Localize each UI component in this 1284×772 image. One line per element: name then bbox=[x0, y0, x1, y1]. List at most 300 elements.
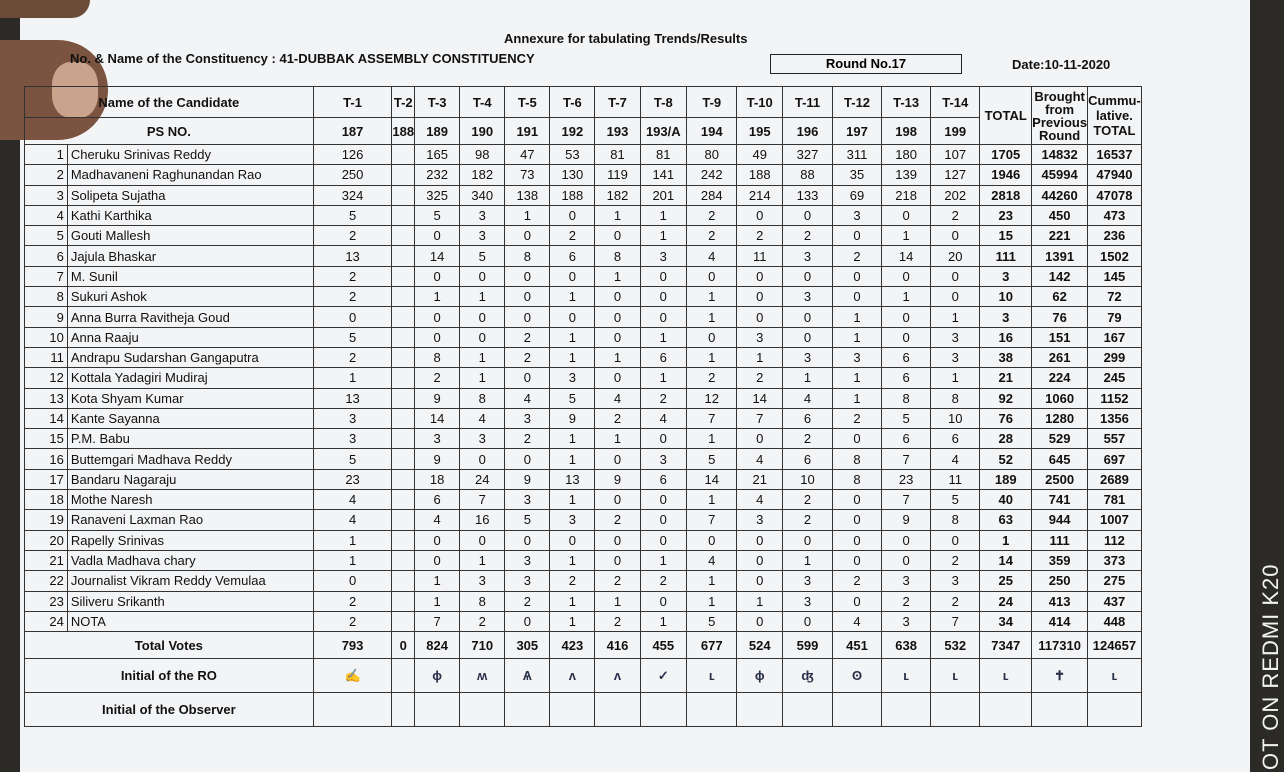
vote-cell: 4 bbox=[737, 449, 783, 469]
vote-cell: 3 bbox=[783, 571, 833, 591]
vote-cell: 1 bbox=[687, 571, 737, 591]
vote-cell: 1 bbox=[460, 368, 505, 388]
total-votes-cell: 793 bbox=[313, 632, 392, 659]
row-total: 10 bbox=[980, 287, 1032, 307]
vote-cell: 2 bbox=[595, 408, 640, 428]
vote-cell: 13 bbox=[313, 246, 392, 266]
vote-cell: 1 bbox=[687, 490, 737, 510]
vote-cell: 1 bbox=[313, 530, 392, 550]
vote-cell: 0 bbox=[737, 287, 783, 307]
vote-cell: 3 bbox=[931, 571, 980, 591]
vote-cell: 0 bbox=[832, 266, 881, 286]
vote-cell: 0 bbox=[832, 226, 881, 246]
vote-cell: 2 bbox=[313, 266, 392, 286]
ps-number-cell: 189 bbox=[415, 118, 460, 145]
observer-initial-cell bbox=[640, 693, 687, 727]
vote-cell: 81 bbox=[595, 145, 640, 165]
row-cumulative: 79 bbox=[1088, 307, 1142, 327]
vote-cell: 3 bbox=[783, 287, 833, 307]
row-brought-forward: 1060 bbox=[1032, 388, 1088, 408]
candidate-name: NOTA bbox=[67, 611, 313, 631]
vote-cell: 1 bbox=[460, 550, 505, 570]
total-votes-cell: 524 bbox=[737, 632, 783, 659]
vote-cell: 1 bbox=[460, 287, 505, 307]
vote-cell: 3 bbox=[640, 449, 687, 469]
vote-cell: 0 bbox=[550, 307, 595, 327]
vote-cell: 0 bbox=[595, 449, 640, 469]
ps-number-cell: 197 bbox=[832, 118, 881, 145]
row-total: 52 bbox=[980, 449, 1032, 469]
vote-cell: 2 bbox=[783, 490, 833, 510]
vote-cell: 5 bbox=[460, 246, 505, 266]
vote-cell: 0 bbox=[505, 266, 550, 286]
serial-number: 8 bbox=[25, 287, 68, 307]
vote-cell: 4 bbox=[595, 388, 640, 408]
ro-initial-signature: ✍ bbox=[313, 659, 392, 693]
vote-cell: 0 bbox=[783, 327, 833, 347]
vote-cell bbox=[392, 145, 415, 165]
vote-cell: 2 bbox=[313, 591, 392, 611]
candidate-name: Jajula Bhaskar bbox=[67, 246, 313, 266]
ps-number-cell: 190 bbox=[460, 118, 505, 145]
vote-cell bbox=[392, 490, 415, 510]
vote-cell: 3 bbox=[460, 205, 505, 225]
vote-cell: 10 bbox=[931, 408, 980, 428]
vote-cell: 0 bbox=[460, 266, 505, 286]
vote-cell: 6 bbox=[640, 347, 687, 367]
row-total: 15 bbox=[980, 226, 1032, 246]
vote-cell: 138 bbox=[505, 185, 550, 205]
vote-cell: 5 bbox=[415, 205, 460, 225]
vote-cell: 6 bbox=[550, 246, 595, 266]
camera-watermark: OT ON REDMI K20 bbox=[1258, 563, 1283, 770]
table-row bbox=[25, 205, 1280, 225]
candidate-name: Anna Raaju bbox=[67, 327, 313, 347]
observer-initial-cell bbox=[980, 693, 1032, 727]
row-brought-forward: 45994 bbox=[1032, 165, 1088, 185]
row-brought-forward: 529 bbox=[1032, 429, 1088, 449]
row-total: 24 bbox=[980, 591, 1032, 611]
vote-cell: 24 bbox=[460, 469, 505, 489]
vote-cell: 81 bbox=[640, 145, 687, 165]
row-brought-forward: 645 bbox=[1032, 449, 1088, 469]
row-brought-forward: 359 bbox=[1032, 550, 1088, 570]
candidate-name: Siliveru Srikanth bbox=[67, 591, 313, 611]
vote-cell: 9 bbox=[882, 510, 931, 530]
vote-cell: 0 bbox=[832, 429, 881, 449]
vote-cell: 1 bbox=[550, 347, 595, 367]
ro-initial-signature: ʘ bbox=[832, 659, 881, 693]
vote-cell: 0 bbox=[783, 307, 833, 327]
observer-initial-cell bbox=[313, 693, 392, 727]
row-brought-forward: 2500 bbox=[1032, 469, 1088, 489]
candidate-name: Rapelly Srinivas bbox=[67, 530, 313, 550]
row-total: 16 bbox=[980, 327, 1032, 347]
serial-number: 9 bbox=[25, 307, 68, 327]
table-header-cell: T-12 bbox=[832, 87, 881, 118]
vote-cell: 6 bbox=[783, 408, 833, 428]
vote-cell: 340 bbox=[460, 185, 505, 205]
serial-number: 22 bbox=[25, 571, 68, 591]
vote-cell: 0 bbox=[415, 226, 460, 246]
row-brought-forward: 224 bbox=[1032, 368, 1088, 388]
table-row bbox=[25, 591, 1280, 611]
vote-cell: 0 bbox=[882, 327, 931, 347]
annexure-title: Annexure for tabulating Trends/Results bbox=[504, 31, 748, 46]
table-header-cell: T-4 bbox=[460, 87, 505, 118]
vote-cell: 9 bbox=[415, 449, 460, 469]
vote-cell: 23 bbox=[882, 469, 931, 489]
vote-cell bbox=[392, 550, 415, 570]
vote-cell: 0 bbox=[505, 307, 550, 327]
row-cumulative: 299 bbox=[1088, 347, 1142, 367]
vote-cell: 4 bbox=[640, 408, 687, 428]
observer-initial-cell bbox=[595, 693, 640, 727]
vote-cell: 0 bbox=[313, 571, 392, 591]
candidate-name: Kathi Karthika bbox=[67, 205, 313, 225]
vote-cell: 0 bbox=[595, 226, 640, 246]
ro-initials-row bbox=[25, 659, 1280, 693]
vote-cell: 2 bbox=[313, 287, 392, 307]
vote-cell: 12 bbox=[687, 388, 737, 408]
candidate-name: Bandaru Nagaraju bbox=[67, 469, 313, 489]
vote-cell: 4 bbox=[460, 408, 505, 428]
vote-cell: 88 bbox=[783, 165, 833, 185]
vote-cell: 1 bbox=[550, 611, 595, 631]
row-cumulative: 781 bbox=[1088, 490, 1142, 510]
observer-initial-cell bbox=[392, 693, 415, 727]
vote-cell: 0 bbox=[550, 530, 595, 550]
vote-cell: 107 bbox=[931, 145, 980, 165]
serial-number: 10 bbox=[25, 327, 68, 347]
table-row bbox=[25, 226, 1280, 246]
vote-cell: 4 bbox=[415, 510, 460, 530]
table-header-cell: T-6 bbox=[550, 87, 595, 118]
vote-cell: 1 bbox=[687, 347, 737, 367]
candidate-name: Solipeta Sujatha bbox=[67, 185, 313, 205]
row-total: 38 bbox=[980, 347, 1032, 367]
vote-cell: 3 bbox=[832, 205, 881, 225]
vote-cell: 2 bbox=[783, 429, 833, 449]
vote-cell: 0 bbox=[687, 266, 737, 286]
vote-cell: 327 bbox=[783, 145, 833, 165]
vote-cell: 133 bbox=[783, 185, 833, 205]
serial-number: 16 bbox=[25, 449, 68, 469]
vote-cell: 1 bbox=[832, 368, 881, 388]
ps-number-cell: 198 bbox=[882, 118, 931, 145]
vote-cell: 119 bbox=[595, 165, 640, 185]
table-header-cell: T-14 bbox=[931, 87, 980, 118]
vote-cell: 73 bbox=[505, 165, 550, 185]
vote-cell: 214 bbox=[737, 185, 783, 205]
vote-cell: 8 bbox=[931, 388, 980, 408]
serial-number: 7 bbox=[25, 266, 68, 286]
vote-cell: 3 bbox=[415, 429, 460, 449]
serial-number: 11 bbox=[25, 347, 68, 367]
vote-cell bbox=[392, 307, 415, 327]
vote-cell: 7 bbox=[415, 611, 460, 631]
ro-initial-signature: Ѧ bbox=[505, 659, 550, 693]
candidate-name: Buttemgari Madhava Reddy bbox=[67, 449, 313, 469]
table-row bbox=[25, 145, 1280, 165]
table-header-cell: T-11 bbox=[783, 87, 833, 118]
vote-cell: 0 bbox=[687, 327, 737, 347]
vote-cell: 0 bbox=[640, 530, 687, 550]
vote-cell: 0 bbox=[737, 266, 783, 286]
vote-cell: 0 bbox=[882, 550, 931, 570]
vote-cell: 4 bbox=[505, 388, 550, 408]
vote-cell: 5 bbox=[313, 205, 392, 225]
row-cumulative: 448 bbox=[1088, 611, 1142, 631]
vote-cell: 0 bbox=[640, 287, 687, 307]
vote-cell: 2 bbox=[931, 205, 980, 225]
vote-cell: 0 bbox=[640, 510, 687, 530]
vote-cell: 80 bbox=[687, 145, 737, 165]
vote-cell: 3 bbox=[783, 347, 833, 367]
total-votes-cell: 0 bbox=[392, 632, 415, 659]
ro-initial-signature: ✓ bbox=[640, 659, 687, 693]
round-number: Round No.17 bbox=[770, 54, 962, 74]
vote-cell: 98 bbox=[460, 145, 505, 165]
ps-number-cell: 187 bbox=[313, 118, 392, 145]
total-votes-cell: 710 bbox=[460, 632, 505, 659]
observer-initial-cell bbox=[737, 693, 783, 727]
observer-initials-row bbox=[25, 693, 1280, 727]
ro-initial-signature: ✝ bbox=[1032, 659, 1088, 693]
row-cumulative: 145 bbox=[1088, 266, 1142, 286]
candidate-name: Mothe Naresh bbox=[67, 490, 313, 510]
vote-cell: 0 bbox=[460, 530, 505, 550]
vote-cell: 0 bbox=[595, 490, 640, 510]
vote-cell: 0 bbox=[595, 307, 640, 327]
vote-cell: 6 bbox=[882, 429, 931, 449]
table-row bbox=[25, 266, 1280, 286]
vote-cell bbox=[392, 266, 415, 286]
vote-cell: 6 bbox=[931, 429, 980, 449]
row-cumulative: 437 bbox=[1088, 591, 1142, 611]
vote-cell: 7 bbox=[931, 611, 980, 631]
row-brought-forward: 250 bbox=[1032, 571, 1088, 591]
vote-cell: 0 bbox=[882, 266, 931, 286]
observer-initial-cell bbox=[832, 693, 881, 727]
vote-cell: 3 bbox=[783, 246, 833, 266]
table-header-cell: T-1 bbox=[313, 87, 392, 118]
row-cumulative: 697 bbox=[1088, 449, 1142, 469]
vote-cell: 182 bbox=[595, 185, 640, 205]
row-cumulative: 275 bbox=[1088, 571, 1142, 591]
vote-cell: 2 bbox=[595, 571, 640, 591]
vote-cell: 0 bbox=[460, 327, 505, 347]
vote-cell: 3 bbox=[737, 510, 783, 530]
vote-cell: 2 bbox=[737, 368, 783, 388]
serial-number: 15 bbox=[25, 429, 68, 449]
vote-cell: 126 bbox=[313, 145, 392, 165]
vote-cell: 1 bbox=[931, 368, 980, 388]
vote-cell: 3 bbox=[313, 429, 392, 449]
row-cumulative: 167 bbox=[1088, 327, 1142, 347]
row-total: 14 bbox=[980, 550, 1032, 570]
vote-cell: 1 bbox=[550, 591, 595, 611]
vote-cell: 1 bbox=[737, 591, 783, 611]
table-header-cell: T-3 bbox=[415, 87, 460, 118]
vote-cell bbox=[392, 449, 415, 469]
vote-cell: 8 bbox=[931, 510, 980, 530]
row-total: 111 bbox=[980, 246, 1032, 266]
vote-cell: 6 bbox=[882, 347, 931, 367]
vote-cell: 14 bbox=[737, 388, 783, 408]
vote-cell: 2 bbox=[313, 347, 392, 367]
vote-cell: 8 bbox=[595, 246, 640, 266]
vote-cell: 2 bbox=[832, 571, 881, 591]
vote-cell bbox=[392, 469, 415, 489]
candidate-name: Sukuri Ashok bbox=[67, 287, 313, 307]
vote-cell: 7 bbox=[687, 408, 737, 428]
candidate-name: Kottala Yadagiri Mudiraj bbox=[67, 368, 313, 388]
vote-cell: 2 bbox=[832, 246, 881, 266]
candidate-header: Name of the Candidate bbox=[25, 87, 314, 118]
vote-cell: 21 bbox=[737, 469, 783, 489]
ro-initial-signature: ʟ bbox=[931, 659, 980, 693]
vote-cell: 3 bbox=[550, 510, 595, 530]
row-total: 40 bbox=[980, 490, 1032, 510]
vote-cell: 1 bbox=[640, 550, 687, 570]
table-row bbox=[25, 165, 1280, 185]
vote-cell: 0 bbox=[931, 266, 980, 286]
table-row bbox=[25, 246, 1280, 266]
candidate-name: Kota Shyam Kumar bbox=[67, 388, 313, 408]
vote-cell: 4 bbox=[313, 490, 392, 510]
vote-cell: 3 bbox=[783, 591, 833, 611]
vote-cell: 2 bbox=[505, 429, 550, 449]
row-cumulative: 245 bbox=[1088, 368, 1142, 388]
total-votes-cell: 677 bbox=[687, 632, 737, 659]
row-total: 1946 bbox=[980, 165, 1032, 185]
row-total: 1705 bbox=[980, 145, 1032, 165]
vote-cell: 4 bbox=[832, 611, 881, 631]
row-brought-forward: 221 bbox=[1032, 226, 1088, 246]
ps-number-cell: 193 bbox=[595, 118, 640, 145]
ro-initial-signature: ʟ bbox=[1088, 659, 1142, 693]
vote-cell: 1 bbox=[415, 571, 460, 591]
vote-cell: 0 bbox=[415, 307, 460, 327]
table-row bbox=[25, 368, 1280, 388]
vote-cell: 13 bbox=[550, 469, 595, 489]
candidate-name: P.M. Babu bbox=[67, 429, 313, 449]
vote-cell: 130 bbox=[550, 165, 595, 185]
observer-initial-cell bbox=[460, 693, 505, 727]
vote-cell: 1 bbox=[832, 327, 881, 347]
vote-cell: 139 bbox=[882, 165, 931, 185]
vote-cell: 0 bbox=[832, 591, 881, 611]
row-brought-forward: 62 bbox=[1032, 287, 1088, 307]
vote-cell: 0 bbox=[550, 205, 595, 225]
vote-cell: 0 bbox=[931, 287, 980, 307]
vote-cell: 0 bbox=[505, 287, 550, 307]
vote-cell: 14 bbox=[415, 246, 460, 266]
total-votes-cell: 423 bbox=[550, 632, 595, 659]
table-row bbox=[25, 530, 1280, 550]
vote-cell: 1 bbox=[737, 347, 783, 367]
vote-cell: 188 bbox=[737, 165, 783, 185]
vote-cell: 8 bbox=[460, 388, 505, 408]
serial-number: 6 bbox=[25, 246, 68, 266]
vote-cell: 1 bbox=[595, 591, 640, 611]
ro-initial-signature: ʟ bbox=[980, 659, 1032, 693]
vote-cell: 11 bbox=[737, 246, 783, 266]
vote-cell: 2 bbox=[415, 368, 460, 388]
vote-cell: 23 bbox=[313, 469, 392, 489]
vote-cell: 0 bbox=[783, 266, 833, 286]
vote-cell: 0 bbox=[505, 611, 550, 631]
vote-cell: 0 bbox=[550, 266, 595, 286]
total-votes-cell: 416 bbox=[595, 632, 640, 659]
vote-cell: 1 bbox=[640, 368, 687, 388]
candidate-name: Vadla Madhava chary bbox=[67, 550, 313, 570]
vote-cell: 1 bbox=[460, 347, 505, 367]
vote-cell: 325 bbox=[415, 185, 460, 205]
table-row bbox=[25, 287, 1280, 307]
vote-cell: 2 bbox=[640, 571, 687, 591]
ro-initial-signature: ɸ bbox=[737, 659, 783, 693]
vote-cell: 1 bbox=[595, 266, 640, 286]
vote-cell: 2 bbox=[882, 591, 931, 611]
row-cumulative: 1502 bbox=[1088, 246, 1142, 266]
total-votes-cell: 599 bbox=[783, 632, 833, 659]
vote-cell: 2 bbox=[687, 205, 737, 225]
vote-cell bbox=[392, 287, 415, 307]
vote-cell: 1 bbox=[931, 307, 980, 327]
observer-initial-cell bbox=[931, 693, 980, 727]
row-brought-forward: 741 bbox=[1032, 490, 1088, 510]
row-total: 21 bbox=[980, 368, 1032, 388]
vote-cell bbox=[392, 530, 415, 550]
table-header-cell: T-10 bbox=[737, 87, 783, 118]
vote-cell: 1 bbox=[832, 388, 881, 408]
candidate-name: M. Sunil bbox=[67, 266, 313, 286]
vote-cell: 9 bbox=[595, 469, 640, 489]
row-brought-forward: 944 bbox=[1032, 510, 1088, 530]
vote-cell: 9 bbox=[505, 469, 550, 489]
ro-initial-signature: ᴧ bbox=[595, 659, 640, 693]
vote-cell: 7 bbox=[882, 449, 931, 469]
observer-initial-cell bbox=[1032, 693, 1088, 727]
vote-cell: 1 bbox=[415, 287, 460, 307]
observer-initial-cell bbox=[415, 693, 460, 727]
vote-cell: 1 bbox=[550, 287, 595, 307]
vote-cell: 0 bbox=[505, 530, 550, 550]
vote-cell: 1 bbox=[640, 205, 687, 225]
table-header-cell: T-9 bbox=[687, 87, 737, 118]
vote-cell: 0 bbox=[882, 205, 931, 225]
ro-initial-signature bbox=[392, 659, 415, 693]
vote-cell bbox=[392, 226, 415, 246]
vote-cell: 10 bbox=[783, 469, 833, 489]
vote-cell: 5 bbox=[687, 449, 737, 469]
row-cumulative: 236 bbox=[1088, 226, 1142, 246]
serial-number: 2 bbox=[25, 165, 68, 185]
total-votes-cell: 455 bbox=[640, 632, 687, 659]
row-total: 3 bbox=[980, 307, 1032, 327]
vote-cell: 0 bbox=[783, 530, 833, 550]
vote-cell: 3 bbox=[505, 408, 550, 428]
vote-cell bbox=[392, 368, 415, 388]
vote-cell: 3 bbox=[505, 571, 550, 591]
vote-cell: 0 bbox=[687, 530, 737, 550]
table-header-cell: T-5 bbox=[505, 87, 550, 118]
vote-cell: 3 bbox=[313, 408, 392, 428]
vote-cell: 0 bbox=[737, 307, 783, 327]
vote-cell: 4 bbox=[783, 388, 833, 408]
